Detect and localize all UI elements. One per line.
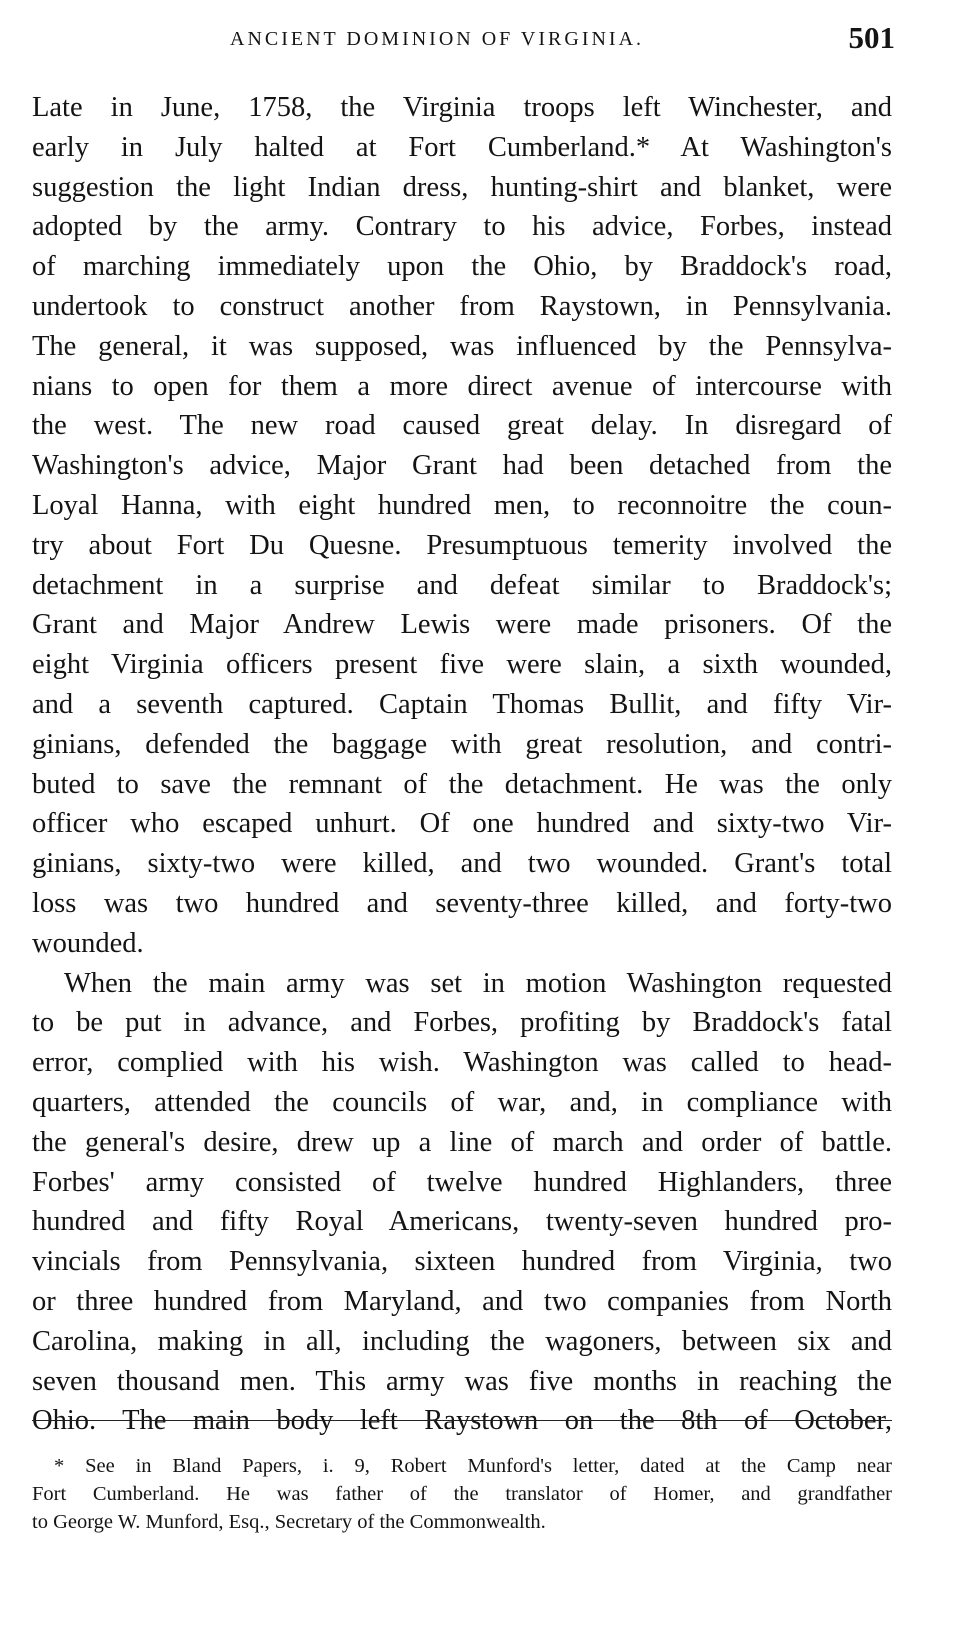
text-line: Washington's advice, Major Grant had been detached from the bbox=[32, 450, 892, 482]
text-line: Forbes' army consisted of twelve hundred Highlanders, three bbox=[32, 1166, 892, 1198]
text-line: to be put in advance, and Forbes, profiting by Braddock's fatal bbox=[32, 1007, 892, 1039]
text-line: or three hundred from Maryland, and two companies from North bbox=[32, 1285, 892, 1317]
footnote-line: * See in Bland Papers, i. 9, Robert Munford's letter, dated at the Camp near bbox=[54, 1455, 892, 1477]
text-line: Grant and Major Andrew Lewis were made prisoners. Of the bbox=[32, 609, 892, 641]
text-line: and a seventh captured. Captain Thomas Bullit, and fifty Vir- bbox=[32, 688, 892, 720]
text-line: suggestion the light Indian dress, hunting-shirt and blanket, were bbox=[32, 171, 892, 203]
text-line: early in July halted at Fort Cumberland.* At Washington's bbox=[32, 131, 892, 163]
text-line: loss was two hundred and seventy-three killed, and forty-two bbox=[32, 887, 892, 919]
footnote-divider bbox=[32, 1420, 892, 1421]
text-line: When the main army was set in motion Washington requested bbox=[64, 967, 892, 999]
text-line: Loyal Hanna, with eight hundred men, to reconnoitre the coun- bbox=[32, 489, 892, 521]
text-line: undertook to construct another from Raystown, in Pennsylvania. bbox=[32, 290, 892, 322]
text-line: Ohio. The main body left Raystown on the 8th of October, bbox=[32, 1405, 892, 1437]
text-line: the west. The new road caused great delay. In disregard of bbox=[32, 410, 892, 442]
page-number: 501 bbox=[848, 20, 895, 55]
text-line: quarters, attended the councils of war, and, in compliance with bbox=[32, 1086, 892, 1118]
page-header bbox=[30, 18, 895, 60]
running-head: ANCIENT DOMINION OF VIRGINIA. bbox=[230, 28, 645, 50]
text-line: Late in June, 1758, the Virginia troops left Winchester, and bbox=[32, 92, 892, 123]
text-line: nians to open for them a more direct avenue of intercourse with bbox=[32, 370, 892, 402]
text-line: seven thousand men. This army was five months in reaching the bbox=[32, 1365, 892, 1397]
text-line: vincials from Pennsylvania, sixteen hundred from Virginia, two bbox=[32, 1246, 892, 1278]
text-line: eight Virginia officers present five were slain, a sixth wounded, bbox=[32, 649, 892, 681]
footnote-line: Fort Cumberland. He was father of the translator of Homer, and grandfather bbox=[32, 1483, 892, 1505]
footnote bbox=[32, 1452, 892, 1536]
text-line: Carolina, making in all, including the wagoners, between six and bbox=[32, 1325, 892, 1357]
text-line: detachment in a surprise and defeat similar to Braddock's; bbox=[32, 569, 892, 601]
text-line: ginians, defended the baggage with great resolution, and contri- bbox=[32, 728, 892, 760]
text-line: error, complied with his wish. Washington was called to head- bbox=[32, 1047, 892, 1079]
text-line: ginians, sixty-two were killed, and two wounded. Grant's total bbox=[32, 848, 892, 880]
footnote-line: to George W. Munford, Esq., Secretary of the Commonwealth. bbox=[32, 1511, 546, 1533]
text-line: wounded. bbox=[32, 927, 144, 959]
text-line: The general, it was supposed, was influenced by the Pennsylva- bbox=[32, 330, 892, 362]
text-line: the general's desire, drew up a line of march and order of battle. bbox=[32, 1126, 892, 1158]
text-line: hundred and fifty Royal Americans, twenty-seven hundred pro- bbox=[32, 1206, 892, 1238]
text-line: officer who escaped unhurt. Of one hundred and sixty-two Vir- bbox=[32, 808, 892, 840]
text-line: adopted by the army. Contrary to his advice, Forbes, instead bbox=[32, 211, 892, 243]
text-line: of marching immediately upon the Ohio, by Braddock's road, bbox=[32, 251, 892, 283]
body-text bbox=[32, 88, 892, 1441]
text-line: try about Fort Du Quesne. Presumptuous temerity involved the bbox=[32, 529, 892, 561]
text-line: buted to save the remnant of the detachment. He was the only bbox=[32, 768, 892, 800]
